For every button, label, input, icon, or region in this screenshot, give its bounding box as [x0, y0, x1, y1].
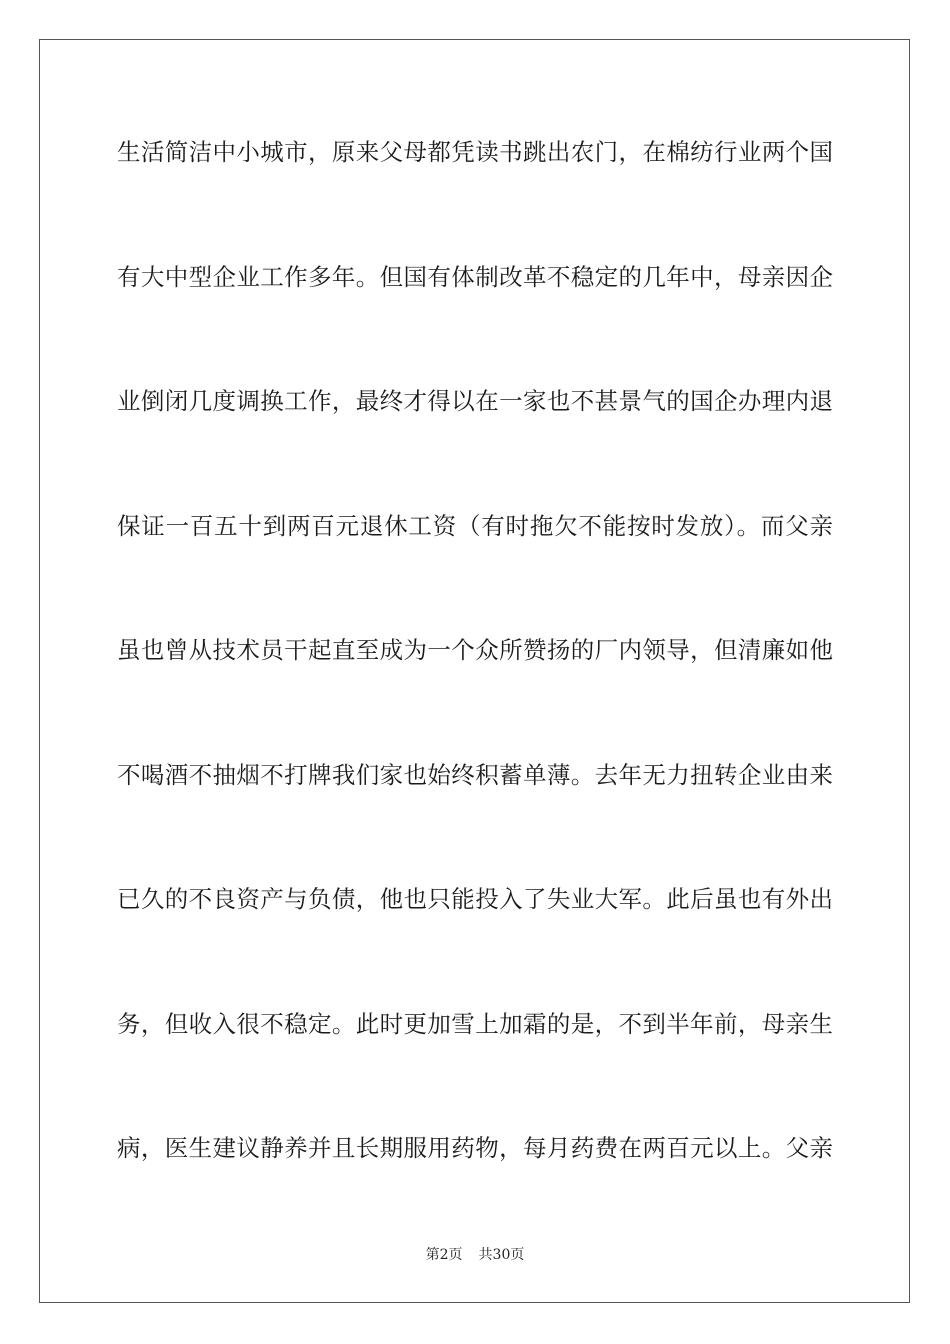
- text-line: 已久的不良资产与负债，他也只能投入了失业大军。此后虽也有外出: [117, 885, 833, 913]
- text-line: 保证一百五十到两百元退休工资（有时拖欠不能按时发放）。而父亲: [117, 511, 833, 540]
- text-line: 病，医生建议静养并且长期服用药物，每月药费在两百元以上。父亲: [117, 1134, 833, 1162]
- text-line: 务，但收入很不稳定。此时更加雪上加霜的是，不到半年前，母亲生: [117, 1009, 833, 1038]
- text-line: 不喝酒不抽烟不打牌我们家也始终积蓄单薄。去年无力扭转企业由来: [117, 760, 833, 789]
- text-line: 业倒闭几度调换工作，最终才得以在一家也不甚景气的国企办理内退: [117, 387, 833, 415]
- page-footer: [0, 1245, 950, 1265]
- total-page-count: 共30页: [478, 1247, 525, 1263]
- current-page-number: 第2页: [425, 1247, 463, 1263]
- text-line: 有大中型企业工作多年。但国有体制改革不稳定的几年中，母亲因企: [117, 262, 833, 291]
- document-body: [117, 128, 833, 1249]
- text-line: 生活简洁中小城市，原来父母都凭读书跳出农门，在棉纺行业两个国: [117, 138, 833, 166]
- text-line: 虽也曾从技术员干起直至成为一个众所赞扬的厂内领导，但清廉如他: [117, 636, 833, 664]
